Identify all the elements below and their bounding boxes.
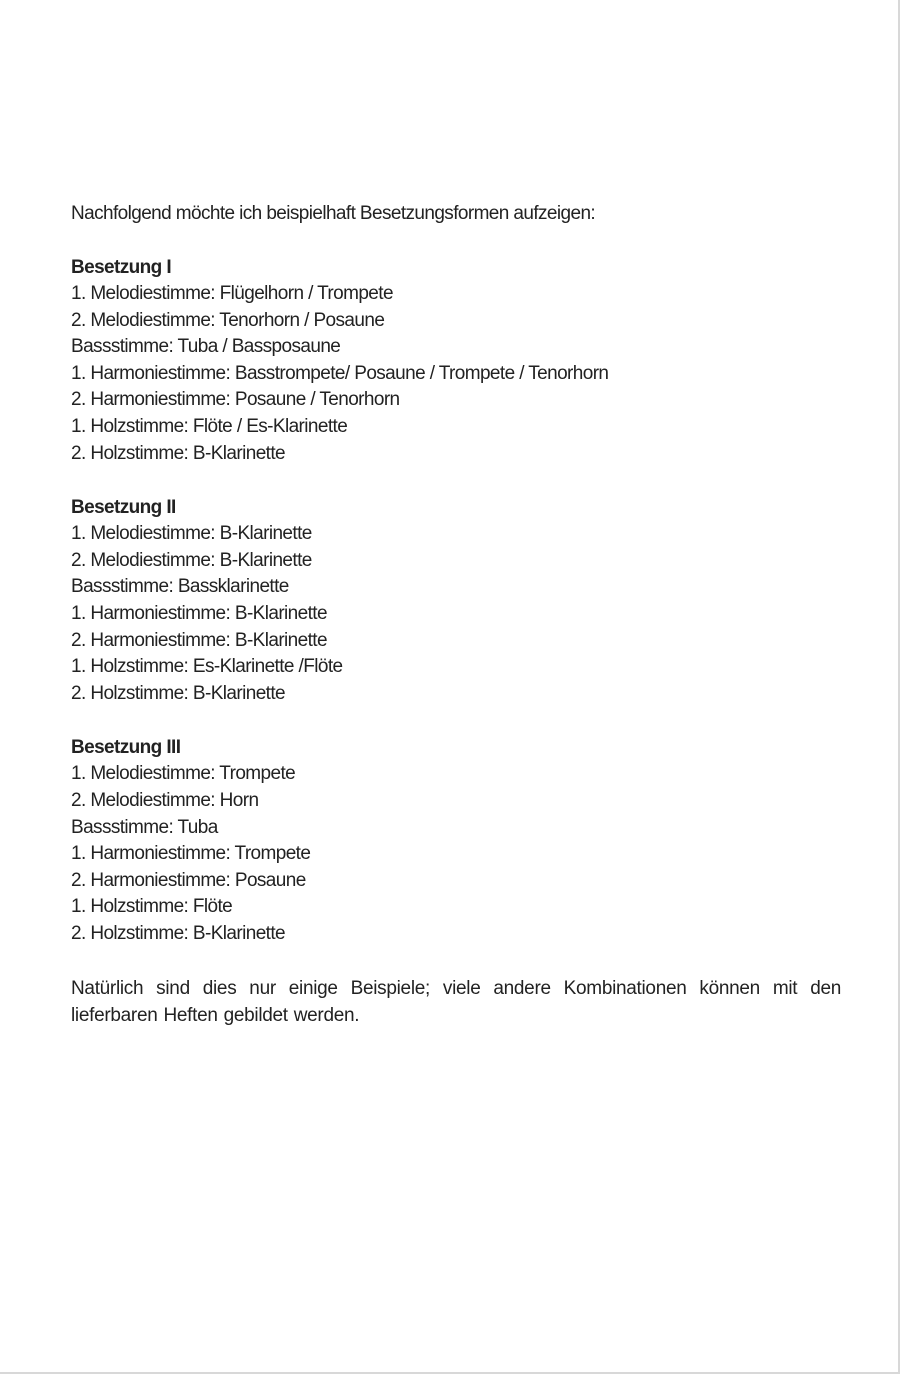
- section-title: Besetzung II: [71, 497, 176, 519]
- section-title: Besetzung I: [71, 257, 172, 278]
- voice-line: 1. Harmoniestimme: B-Klarinette: [71, 602, 327, 624]
- voice-line: 2. Harmoniestimme: Posaune: [71, 869, 306, 891]
- section-besetzung-2: [71, 494, 841, 707]
- voice-line: 1. Melodiestimme: Flügelhorn / Trompete: [71, 283, 393, 304]
- voice-line: 2. Melodiestimme: Tenorhorn / Posaune: [71, 309, 385, 331]
- voice-line: 2. Harmoniestimme: B-Klarinette: [71, 629, 327, 651]
- voice-line: 2. Holzstimme: B-Klarinette: [71, 922, 285, 944]
- voice-line: 1. Holzstimme: Flöte / Es-Klarinette: [71, 415, 348, 437]
- voice-line: 1. Holzstimme: Flöte: [71, 896, 233, 918]
- voice-line: 1. Harmoniestimme: Basstrompete/ Posaune / Trompete / Tenorhorn: [71, 362, 609, 384]
- voice-line: 2. Harmoniestimme: Posaune / Tenorhorn: [71, 389, 400, 411]
- section-title: Besetzung III: [71, 737, 181, 759]
- document-content: [71, 200, 841, 1048]
- voice-line: 1. Holzstimme: Es-Klarinette /Flöte: [71, 656, 343, 678]
- intro-text: Nachfolgend möchte ich beispielhaft Besetzungsformen aufzeigen:: [71, 203, 596, 224]
- voice-line: 1. Melodiestimme: B-Klarinette: [71, 523, 312, 545]
- voice-line: Bassstimme: Bassklarinette: [71, 576, 289, 598]
- closing-paragraph: Natürlich sind dies nur einige Beispiele; viele andere Kombinationen können mit den lieferbaren Heften gebildet werden.: [71, 978, 841, 1027]
- voice-line: 2. Holzstimme: B-Klarinette: [71, 682, 285, 704]
- voice-line: Bassstimme: Tuba / Bassposaune: [71, 336, 341, 358]
- voice-line: 1. Harmoniestimme: Trompete: [71, 843, 311, 865]
- voice-line: 1. Melodiestimme: Trompete: [71, 763, 296, 785]
- voice-line: Bassstimme: Tuba: [71, 816, 218, 838]
- voice-line: 2. Melodiestimme: B-Klarinette: [71, 549, 312, 571]
- voice-line: 2. Holzstimme: B-Klarinette: [71, 442, 285, 464]
- section-besetzung-1: [71, 254, 841, 467]
- voice-line: 2. Melodiestimme: Horn: [71, 789, 259, 811]
- section-besetzung-3: [71, 734, 841, 947]
